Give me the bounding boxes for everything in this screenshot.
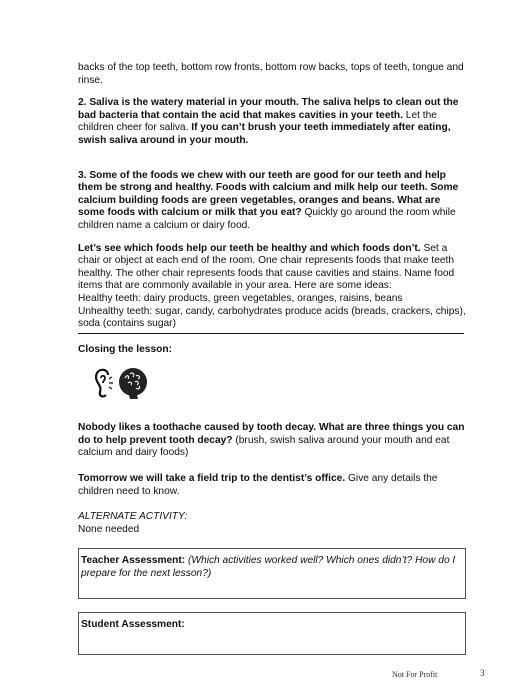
student-assessment-box[interactable] xyxy=(78,612,466,655)
head-profile-icon xyxy=(116,366,150,400)
paragraph-food-game xyxy=(78,243,468,293)
ear-icon xyxy=(92,366,114,400)
paragraph-calcium-foods xyxy=(78,170,468,233)
calcium-bold-text: 3. Some of the foods we chew with our teeth are good for our teeth and help them be strong and healthy. Foods with calcium and milk help our teeth. Some calcium building foods are green vegetables, oranges and beans. What are some foods with calcium or milk that you eat? xyxy=(78,169,459,219)
field-trip-bold: Tomorrow we will take a field trip to the dentist’s office. xyxy=(78,473,346,485)
alternate-activity-body: None needed xyxy=(78,523,140,535)
lesson-page xyxy=(78,62,468,655)
calcium-instruction: Quickly go around the room while children name a calcium or dairy food. xyxy=(78,207,456,231)
tooth-decay-question: Nobody likes a toothache caused by tooth decay. What are three things you can do to help prevent tooth decay? xyxy=(78,422,465,446)
teacher-assessment-box[interactable] xyxy=(78,548,466,599)
paragraph-saliva xyxy=(78,97,468,147)
footer-note: Not For Profit xyxy=(392,670,438,679)
teacher-assessment-prompt: (Which activities worked well? Which ones didn’t? How do I prepare for the next lesson?) xyxy=(81,555,456,580)
teacher-assessment-label: Teacher Assessment: xyxy=(81,555,186,567)
student-assessment-label: Student Assessment: xyxy=(81,619,185,631)
paragraph-brushing-steps: backs of the top teeth, bottom row fronts, bottom row backs, tops of teeth, tongue and rinse. xyxy=(78,62,464,86)
listen-think-icons xyxy=(92,366,468,400)
paragraph-field-trip xyxy=(78,473,468,498)
saliva-instruction: Let the children cheer for saliva. xyxy=(78,109,437,134)
food-game-instruction: Set a chair or object at each end of the room. One chair represents foods that make teeth healthy. The other chair represents foods that cause cavities and stains. Name food items that are commonly available in your area. Here are some ideas: xyxy=(78,242,455,292)
paragraph-tooth-decay xyxy=(78,422,468,460)
unhealthy-teeth-line: Unhealthy teeth: sugar, candy, carbohydrates produce acids (breads, crackers, chips), soda (contains sugar) xyxy=(78,305,466,330)
teacher-assessment-text xyxy=(81,555,465,580)
saliva-tip: If you can’t brush your teeth immediately after eating, swish saliva around in your mouth. xyxy=(78,122,451,146)
tooth-decay-answer: (brush, swish saliva around your mouth and eat calcium and dairy foods) xyxy=(78,434,450,459)
food-game-bold: Let’s see which foods help our teeth be healthy and which foods don’t. xyxy=(78,242,421,254)
alternate-activity-heading: ALTERNATE ACTIVITY: xyxy=(78,511,188,523)
healthy-teeth-line: Healthy teeth: dairy products, green vegetables, oranges, raisins, beans xyxy=(78,292,403,304)
page-number: 3 xyxy=(480,668,485,678)
field-trip-details: Give any details the children need to know. xyxy=(78,473,438,497)
saliva-bold-intro: 2. Saliva is the watery material in your mouth. The saliva helps to clean out the bad bacteria that contain the acid that makes cavities in your teeth. xyxy=(78,97,459,121)
closing-heading: Closing the lesson: xyxy=(78,343,172,355)
